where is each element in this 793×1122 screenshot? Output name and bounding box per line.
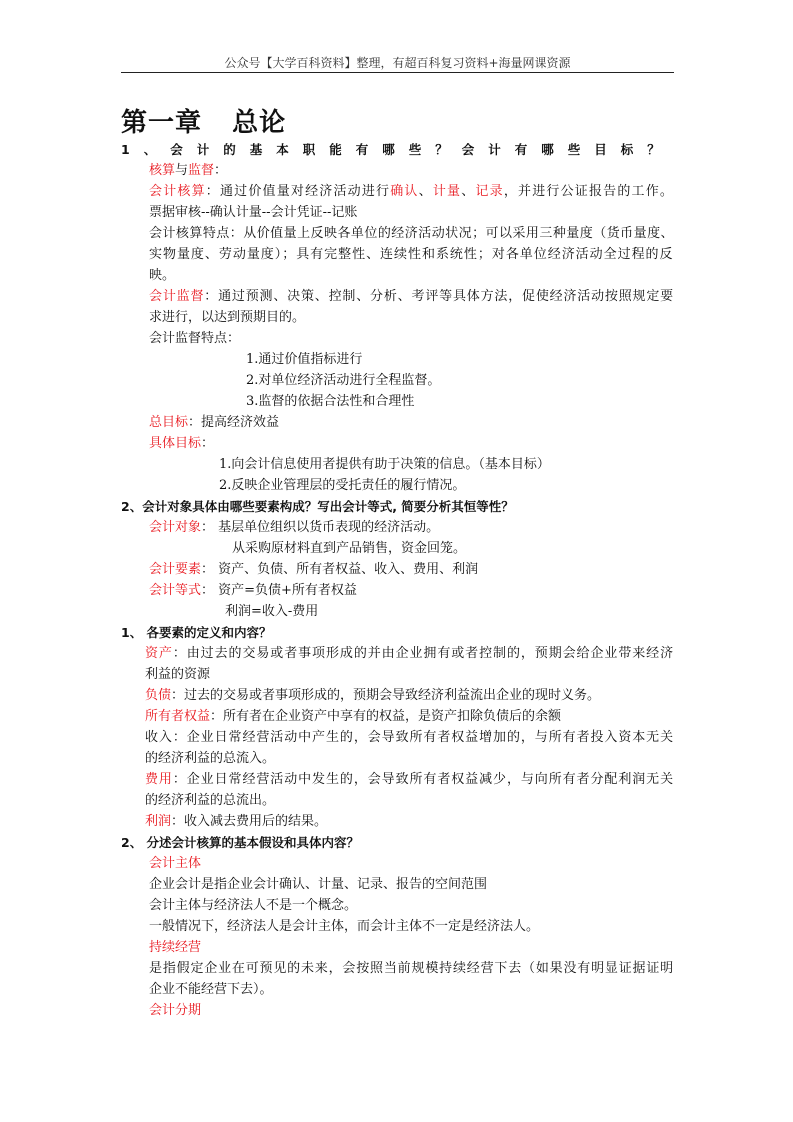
highlighted-term: 会计对象 bbox=[149, 520, 202, 535]
text-run: 映。 bbox=[149, 268, 176, 283]
highlighted-term: 计量 bbox=[432, 184, 462, 199]
highlighted-term: 会计主体 bbox=[149, 856, 202, 871]
text-run: 2.对单位经济活动进行全程监督。 bbox=[246, 373, 441, 388]
text-run: ： bbox=[201, 436, 215, 451]
page-header: 公众号【大学百科资料】整理，有超百科复习资料+海量网课资源 bbox=[224, 56, 571, 70]
paragraph-line bbox=[149, 330, 240, 347]
paragraph-line bbox=[149, 414, 279, 431]
paragraph-line bbox=[149, 288, 674, 305]
text-run: 票据审核--确认计量--会计凭证--记账 bbox=[149, 205, 358, 220]
section-label bbox=[149, 939, 201, 956]
paragraph-line bbox=[149, 582, 357, 599]
paragraph-line bbox=[145, 687, 600, 704]
text-run: 一般情况下，经济法人是会计主体，而会计主体不一定是经济法人。 bbox=[149, 919, 540, 934]
text-run: ：提高经济效益 bbox=[188, 415, 280, 430]
text-run: 会计核算特点：从价值量上反映各单位的经济活动状况；可以采用三种量度（货币量度、 bbox=[149, 226, 675, 241]
text-run: ：收入减去费用后的结果。 bbox=[171, 814, 328, 829]
paragraph-line bbox=[225, 603, 318, 620]
text-run: 从采购原材料直到产品销售，资金回笼。 bbox=[232, 541, 467, 556]
question-heading bbox=[121, 498, 514, 516]
question-heading bbox=[121, 624, 272, 642]
paragraph-line bbox=[149, 162, 227, 179]
list-item bbox=[246, 393, 414, 410]
text-run: ：通过价值量对经济活动进行 bbox=[205, 184, 391, 199]
paragraph-line bbox=[145, 645, 674, 662]
paragraph-line bbox=[145, 750, 275, 767]
text-run: 利润=收入-费用 bbox=[225, 604, 319, 619]
highlighted-term: 记录 bbox=[475, 184, 504, 199]
paragraph-line bbox=[149, 225, 674, 242]
text-run: 与 bbox=[175, 163, 189, 178]
text-run: ：企业日常经营活动中发生的，会导致所有者权益减少，与向所有者分配利润无关 bbox=[172, 772, 675, 787]
list-item bbox=[246, 351, 362, 368]
list-item bbox=[219, 477, 465, 494]
text-run: ： 基层单位组织以货币表现的经济活动。 bbox=[201, 520, 440, 535]
text-run: 的经济利益的总流出。 bbox=[145, 793, 276, 808]
heading-text: 2、 分述会计核算的基本假设和具体内容？ bbox=[121, 835, 360, 850]
paragraph-line bbox=[149, 960, 674, 977]
paragraph-line bbox=[149, 183, 674, 200]
text-run: 求进行，以达到预期目的。 bbox=[149, 310, 306, 325]
highlighted-term: 核算 bbox=[149, 163, 176, 178]
chapter-title: 第一章 总论 bbox=[121, 108, 287, 138]
text-run: ：所有者在企业资产中享有的权益，是资产扣除负债后的余额 bbox=[210, 709, 562, 724]
text-run: 收入：企业日常经营活动中产生的，会导致所有者权益增加的，与所有者投入资本无关 bbox=[145, 730, 675, 745]
heading-text: 2、会计对象具体由哪些要素构成？写出会计等式, 简要分析其恒等性？ bbox=[121, 499, 514, 514]
paragraph-line bbox=[149, 561, 478, 578]
list-item bbox=[219, 456, 550, 473]
paragraph-line bbox=[149, 918, 539, 935]
text-run: ： bbox=[214, 163, 228, 178]
highlighted-term: 总目标 bbox=[149, 415, 189, 430]
paragraph-line bbox=[149, 876, 487, 893]
paragraph-line bbox=[145, 708, 561, 725]
text-run: ： 资产=负债+所有者权益 bbox=[201, 583, 357, 598]
text-run: 1.向会计信息使用者提供有助于决策的信息。（基本目标） bbox=[219, 457, 550, 472]
text-run: 会计监督特点： bbox=[149, 331, 241, 346]
text-run: ：通过预测、决策、控制、分析、考评等具体方法，促使经济活动按照规定要 bbox=[204, 289, 675, 304]
highlighted-term: 所有者权益 bbox=[145, 709, 211, 724]
paragraph-line bbox=[149, 519, 439, 536]
text-run: 实物量度、劳动量度）；具有完整性、连续性和系统性；对各单位经济活动全过程的反 bbox=[149, 247, 674, 262]
highlighted-term: 持续经营 bbox=[149, 940, 202, 955]
highlighted-term: 资产 bbox=[145, 646, 173, 661]
question-heading bbox=[121, 141, 674, 159]
highlighted-term: 会计核算 bbox=[149, 184, 206, 199]
highlighted-term: 负债 bbox=[145, 688, 172, 703]
text-run: ：由过去的交易或者事项形成的并由企业拥有或者控制的，预期会给企业带来经济 bbox=[172, 646, 675, 661]
highlighted-term: 会计要素 bbox=[149, 562, 202, 577]
question-heading bbox=[121, 834, 359, 852]
paragraph-line bbox=[149, 981, 273, 998]
section-label bbox=[149, 1002, 201, 1019]
text-run: 的经济利益的总流入。 bbox=[145, 751, 276, 766]
paragraph-line bbox=[145, 792, 275, 809]
paragraph-line bbox=[145, 666, 210, 683]
paragraph-line bbox=[145, 771, 674, 788]
section-label bbox=[149, 855, 201, 872]
paragraph-line bbox=[145, 729, 674, 746]
paragraph-line bbox=[149, 246, 674, 263]
text-run: ： 资产、负债、所有者权益、收入、费用、利润 bbox=[201, 562, 479, 577]
paragraph-line bbox=[232, 540, 466, 557]
text-run: 1.通过价值指标进行 bbox=[246, 352, 363, 367]
highlighted-term: 确认 bbox=[390, 184, 419, 199]
text-run: 企业不能经营下去）。 bbox=[149, 982, 273, 997]
text-run: 企业会计是指企业会计确认、计量、记录、报告的空间范围 bbox=[149, 877, 488, 892]
text-run: ：过去的交易或者事项形成的，预期会导致经济利益流出企业的现时义务。 bbox=[171, 688, 601, 703]
heading-text: 1、会计的基本职能有哪些？会计有哪些目标？ bbox=[121, 142, 674, 157]
text-run: 利益的资源 bbox=[145, 667, 211, 682]
paragraph-line bbox=[149, 309, 305, 326]
text-run: 会计主体与经济法人不是一个概念。 bbox=[149, 898, 358, 913]
highlighted-term: 具体目标 bbox=[149, 436, 202, 451]
text-run: 、 bbox=[461, 184, 476, 199]
header-rule bbox=[121, 72, 674, 73]
text-run: 是指假定企业在可预见的未来，会按照当前规模持续经营下去（如果没有明显证据证明 bbox=[149, 961, 675, 976]
paragraph-line bbox=[149, 897, 357, 914]
highlighted-term: 监督 bbox=[188, 163, 215, 178]
text-run: ，并进行公证报告的工作。 bbox=[503, 184, 675, 199]
highlighted-term: 会计监督 bbox=[149, 289, 205, 304]
heading-text: 1、 各要素的定义和内容？ bbox=[121, 625, 272, 640]
paragraph-line bbox=[145, 813, 327, 830]
text-run: 2.反映企业管理层的受托责任的履行情况。 bbox=[219, 478, 466, 493]
highlighted-term: 会计等式 bbox=[149, 583, 202, 598]
paragraph-line bbox=[149, 435, 214, 452]
list-item bbox=[246, 372, 440, 389]
highlighted-term: 费用 bbox=[145, 772, 173, 787]
paragraph-line bbox=[149, 267, 175, 284]
highlighted-term: 会计分期 bbox=[149, 1003, 202, 1018]
highlighted-term: 利润 bbox=[145, 814, 172, 829]
text-run: 、 bbox=[418, 184, 433, 199]
paragraph-line bbox=[149, 204, 357, 221]
text-run: 3.监督的依据合法性和合理性 bbox=[246, 394, 415, 409]
